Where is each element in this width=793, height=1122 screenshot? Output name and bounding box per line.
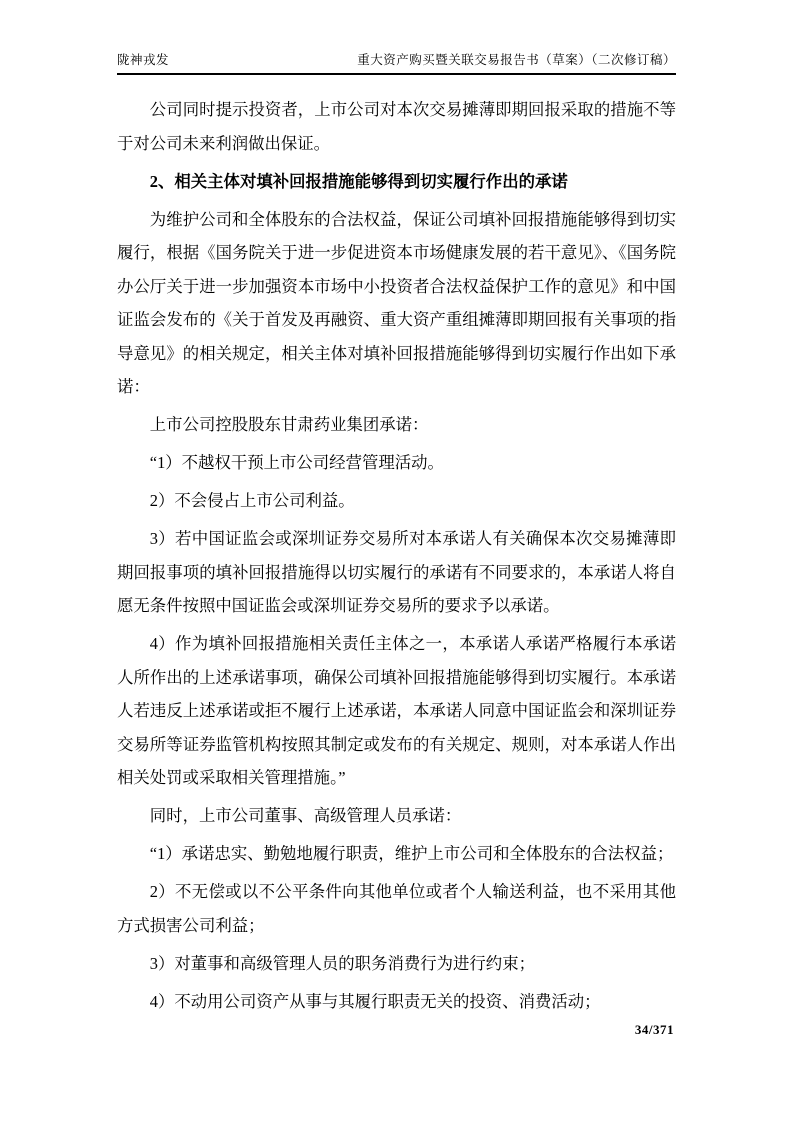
paragraph-shareholder-item-2: 2）不会侵占上市公司利益。 (149, 491, 355, 510)
document-body (117, 93, 676, 1018)
page-header (117, 50, 676, 75)
paragraph-shareholder-commitment-lead: 上市公司控股股东甘肃药业集团承诺： (149, 415, 429, 434)
header-company-name: 陇神戎发 (117, 53, 170, 67)
paragraph-shareholder-item-4: 4）作为填补回报措施相关责任主体之一，本承诺人承诺严格履行本承诺人所作出的上述承诺事项，确保公司填补回报措施能够得到切实履行。本承诺人若违反上述承诺或拒不履行上述承诺，本承诺人同意中国证监会和深圳证券交易所等证券监管机构按照其制定或发布的有关规定、规则，对本承诺人作出相关处罚或采取相关管理措施。” (117, 634, 676, 787)
paragraph-basis: 为维护公司和全体股东的合法权益，保证公司填补回报措施能够得到切实履行，根据《国务院关于进一步促进资本市场健康发展的若干意见》、《国务院办公厅关于进一步加强资本市场中小投资者合法权益保护工作的意见》和中国证监会发布的《关于首发及再融资、重大资产重组摊薄即期回报有关事项的指导意见》的相关规定，相关主体对填补回报措施能够得到切实履行作出如下承诺： (117, 209, 676, 396)
paragraph-directors-commitment-lead: 同时，上市公司董事、高级管理人员承诺： (149, 806, 462, 825)
header-row (117, 50, 676, 75)
page-number: 34/371 (634, 1022, 674, 1037)
paragraph-shareholder-item-3: 3）若中国证监会或深圳证券交易所对本承诺人有关确保本次交易摊薄即期回报事项的填补回报措施得以切实履行的承诺有不同要求的，本承诺人将自愿无条件按照中国证监会或深圳证券交易所的要求予以承诺。 (117, 529, 676, 615)
paragraph-directors-item-2: 2）不无偿或以不公平条件向其他单位或者个人输送利益，也不采用其他方式损害公司利益； (117, 882, 676, 935)
paragraph-directors-item-3: 3）对董事和高级管理人员的职务消费行为进行约束； (149, 953, 535, 973)
paragraph-directors-item-1: “1）承诺忠实、勤勉地履行职责，维护上市公司和全体股东的合法权益； (149, 844, 674, 863)
header-report-title: 重大资产购买暨关联交易报告书（草案）（二次修订稿） (357, 53, 676, 67)
paragraph-shareholder-item-1: “1）不越权干预上市公司经营管理活动。 (149, 453, 444, 472)
paragraph-intro: 公司同时提示投资者，上市公司对本次交易摊薄即期回报采取的措施不等于对公司未来利润做出保证。 (117, 100, 676, 153)
paragraph-directors-item-4: 4）不动用公司资产从事与其履行职责无关的投资、消费活动； (149, 991, 601, 1011)
section-heading: 2、相关主体对填补回报措施能够得到切实履行作出的承诺 (149, 171, 568, 191)
